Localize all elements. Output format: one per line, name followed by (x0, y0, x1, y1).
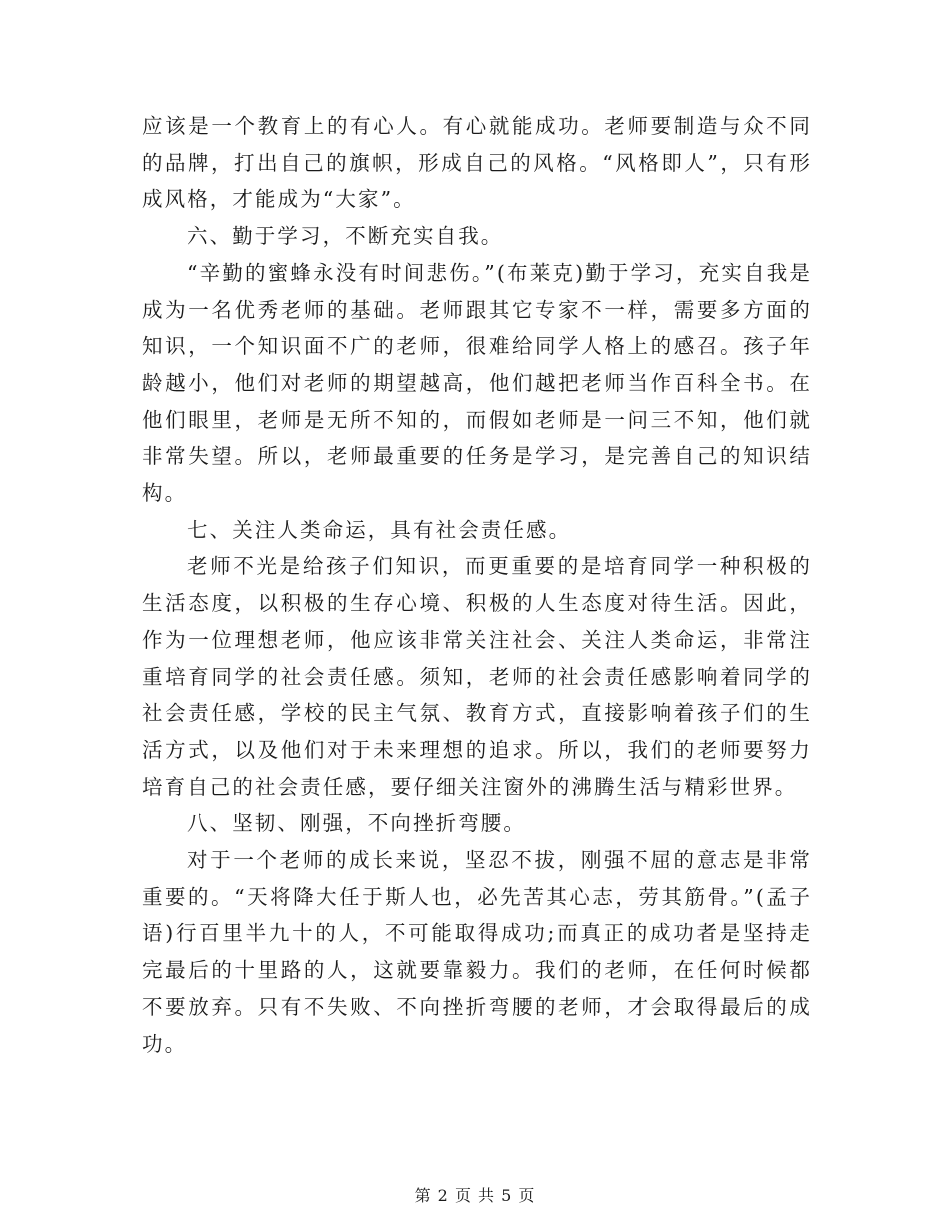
paragraph: “辛勤的蜜蜂永没有时间悲伤。”(布莱克)勤于学习，充实自我是成为一名优秀老师的基础。老师跟其它专家不一样，需要多方面的知识，一个知识面不广的老师，很难给同学人格上的感召。孩子年龄越小，他们对老师的期望越高，他们越把老师当作百科全书。在他们眼里，老师是无所不知的，而假如老师是一问三不知，他们就非常失望。所以，老师最重要的任务是学习，是完善自己的知识结构。 (142, 260, 812, 506)
page-number-footer: 第 2 页 共 5 页 (414, 1186, 536, 1205)
section-heading: 六、勤于学习，不断充实自我。 (187, 224, 504, 249)
section-heading: 八、坚韧、刚强，不向挫折弯腰。 (187, 811, 526, 836)
document-body (142, 108, 812, 1062)
section-heading: 七、关注人类命运，具有社会责任感。 (187, 517, 572, 542)
paragraph: 应该是一个教育上的有心人。有心就能成功。老师要制造与众不同的品牌，打出自己的旗帜，形成自己的风格。“风格即人”，只有形成风格，才能成为“大家”。 (142, 114, 812, 212)
paragraph: 对于一个老师的成长来说，坚忍不拔，刚强不屈的意志是非常重要的。“天将降大任于斯人也，必先苦其心志，劳其筋骨。”(孟子语)行百里半九十的人，不可能取得成功;而真正的成功者是坚持走完最后的十里路的人，这就要靠毅力。我们的老师，在任何时候都不要放弃。只有不失败、不向挫折弯腰的老师，才会取得最后的成功。 (142, 848, 812, 1056)
paragraph: 老师不光是给孩子们知识，而更重要的是培育同学一种积极的生活态度，以积极的生存心境、积极的人生态度对待生活。因此，作为一位理想老师，他应该非常关注社会、关注人类命运，非常注重培育同学的社会责任感。须知，老师的社会责任感影响着同学的社会责任感，学校的民主气氛、教育方式，直接影响着孩子们的生活方式，以及他们对于未来理想的追求。所以，我们的老师要努力培育自己的社会责任感，要仔细关注窗外的沸腾生活与精彩世界。 (142, 554, 812, 799)
